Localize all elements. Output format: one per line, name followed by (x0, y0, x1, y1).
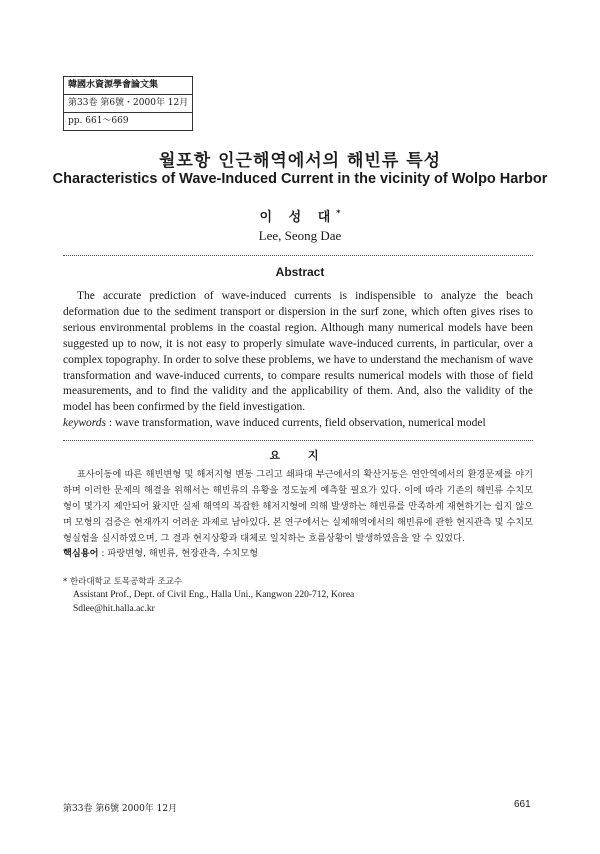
journal-name: 韓國水資源學會論文集 (68, 80, 159, 90)
footer-journal-info: 第33卷 第6號 2000年 12月 (63, 804, 178, 814)
author-english: Lee, Seong Dae (258, 228, 342, 243)
korean-summary-heading: 요 지 (269, 449, 331, 462)
keywords-list: : wave transformation, wave induced currents, field observation, numerical model (106, 417, 486, 429)
abstract-body: The accurate prediction of wave-induced currents is indispensible to analyze the beach deformation due to the sediment transport or dispersion in the surf zone, which often gives rises to serious environmental problems in the coastal region. Although many numerical models have been suggested up to now, it is not easy to properly simulate wave-induced currents, in particular, over a complex topography. In order to solve these problems, we have to understand the mechanism of wave transformation and wave-induced currents, to compare results numerical models with those of field measurements, and to find the validity and the applicability of them. And, also the validity of the model has been confirmed by the field investigation. (63, 290, 533, 414)
title-english: Characteristics of Wave-Induced Current in the vicinity of Wolpo Harbor (52, 171, 548, 187)
korean-summary-body: 표사이동에 따른 해빈변형 및 해저지형 변동 그리고 쇄파대 부근에서의 확산거동은 연안역에서의 환경문제를 야기하며 이러한 문제의 해결을 위해서는 해빈류의 유황을 정도높게 예측할 필요가 있다. 이에 따라 기존의 해빈류 수치모형이 몇가지 제안되어 왔지만 실제 해역의 복잡한 해저지형에 의해 발생하는 해빈류를 만족하게 재현하기는 쉽지 않으며 모형의 검증은 현재까지 어려운 과제로 남아있다. 본 연구에서는 실제해역에서의 해빈류에 관한 현지관측 및 수치모형실험을 실시하였으며, 그 결과 현지상황과 대체로 일치하는 흐름상황이 발생하였음을 알 수 있었다. (63, 469, 533, 544)
footnote-email: Sdlee@hit.halla.ac.kr (73, 603, 155, 614)
journal-pages: pp. 661～669 (64, 112, 192, 130)
journal-volume: 第33卷 第6號・2000年 12月 (64, 94, 192, 112)
dotted-divider-top (63, 255, 533, 256)
author-korean-name: 이 성 대 (259, 210, 337, 225)
abstract-keywords (63, 417, 533, 429)
korean-keywords-label: 핵심용어 (63, 548, 99, 559)
footnote-affiliation-korean: * 한라대학교 토목공학과 조교수 (63, 577, 183, 587)
page-number: 661 (514, 799, 531, 810)
keywords-label: keywords (63, 417, 107, 429)
title-korean: 월포항 인근해역에서의 해빈류 특성 (158, 151, 442, 171)
author-footnote-mark: * (336, 208, 341, 218)
author-footnote (63, 576, 354, 616)
korean-keywords (63, 545, 258, 559)
journal-info-box (63, 76, 193, 131)
footnote-affiliation-english: Assistant Prof., Dept. of Civil Eng., Halla Uni., Kangwon 220-712, Korea (73, 590, 355, 601)
abstract-heading: Abstract (275, 265, 325, 279)
korean-keywords-list: : 파랑변형, 해빈류, 현장관측, 수치모형 (98, 548, 259, 559)
dotted-divider-middle (63, 440, 533, 441)
author-korean (0, 206, 600, 225)
